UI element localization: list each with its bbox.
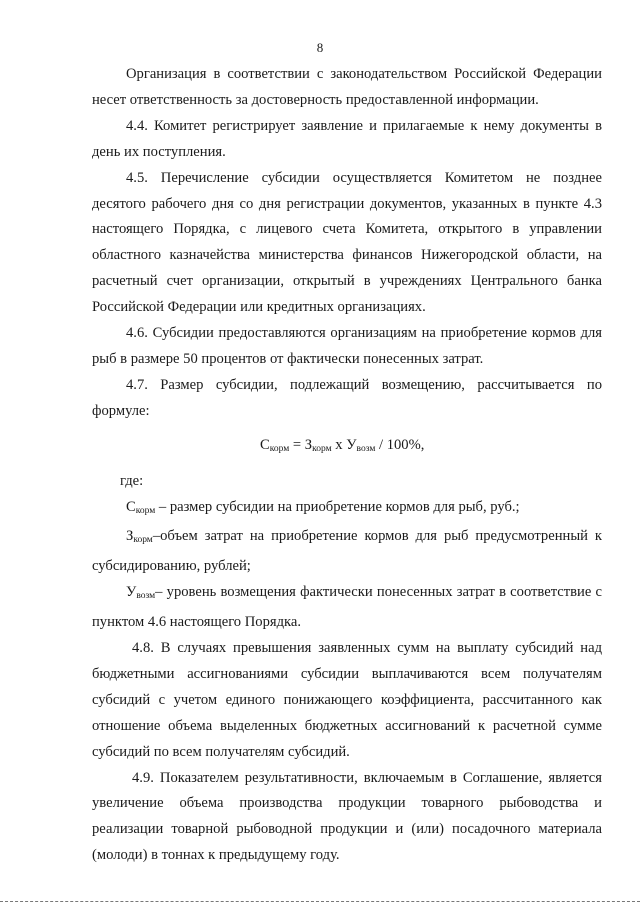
definition-c-korm: Скорм – размер субсидии на приобретение кормов для рыб, руб.; xyxy=(126,498,520,516)
paragraph-4-6: 4.6. Субсидии предоставляются организациям на приобретение кормов для рыб в размере 50 процентов от фактически понесенных затрат. xyxy=(92,325,602,367)
document-body xyxy=(92,62,602,869)
paragraph-4-4: 4.4. Комитет регистрирует заявление и прилагаемые к нему документы в день их поступления. xyxy=(92,117,602,160)
paragraph-4-7: 4.7. Размер субсидии, подлежащий возмещению, рассчитывается по формуле: xyxy=(92,376,602,419)
paragraph-4-9: 4.9. Показателем результативности, включаемым в Соглашение, является увеличение объема производства продукции товарного рыбоводства и реализации товарной рыбоводной продукции и (или) посадочного материала (молоди) в тоннах к предыдущему году. xyxy=(92,769,602,864)
scan-bottom-edge xyxy=(0,901,640,903)
page-number: 8 xyxy=(316,40,324,55)
paragraph-organization-responsibility: Организация в соответствии с законодательством Российской Федерации несет ответственность за достоверность предоставленной информации. xyxy=(92,66,602,108)
paragraph-4-8: 4.8. В случаях превышения заявленных сумм на выплату субсидий над бюджетными ассигнованиями субсидии выплачиваются всем получателям субсидий с учетом единого понижающего коэффициента, рассчитанного как отношение объема выделенных бюджетных ассигнований к расчетной сумме субсидий по всем получателям субсидий. xyxy=(92,640,602,760)
subsidy-formula: Скорм = Зкорм х Увозм / 100%, xyxy=(260,436,425,454)
paragraph-4-5: 4.5. Перечисление субсидии осуществляется Комитетом не позднее десятого рабочего дня со дня регистрации документов, указанных в пункте 4.3 настоящего Порядка, с лицевого счета Комитета, открытого в управлении областного казначейства министерства финансов Нижегородской области, на расчетный счет организации, открытый в учреждениях Центрального банка Российской Федерации или кредитных организациях. xyxy=(92,169,602,316)
definition-z-korm: Зкорм–объем затрат на приобретение кормов для рыб предусмотренный к субсидированию, рублей; xyxy=(92,528,602,575)
where-label: где: xyxy=(120,472,144,489)
definition-u-vozm: Увозм– уровень возмещения фактически понесенных затрат в соответствие с пунктом 4.6 настоящего Порядка. xyxy=(92,584,602,631)
